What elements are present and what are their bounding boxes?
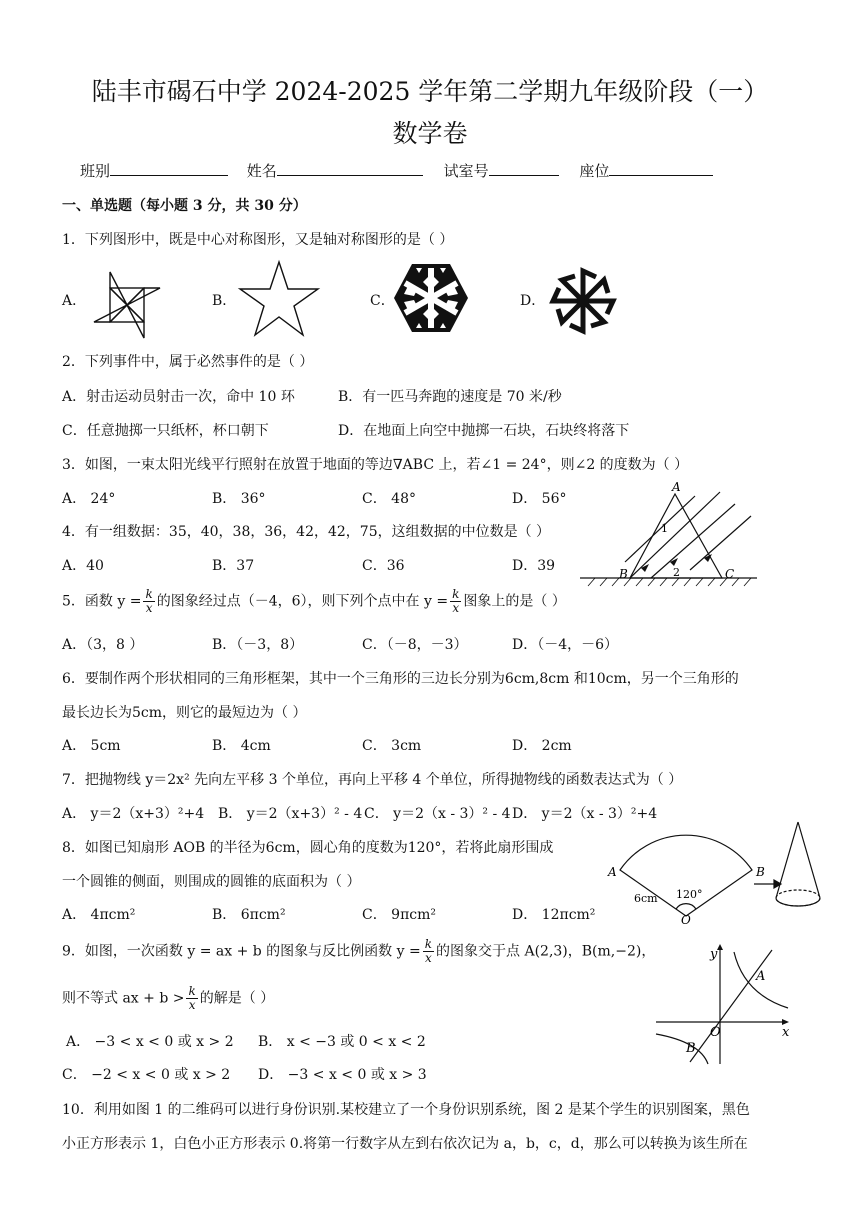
- q1-opt-b: B．: [212, 293, 237, 309]
- q7-opt-c: C． y＝2（x - 3）² - 4: [364, 806, 511, 822]
- q4-opt-b: B．37: [212, 558, 255, 574]
- q10-line1: 10．利用如图 1 的二维码可以进行身份识别.某校建立了一个身份识别系统，图 2 是某个学生的识别图案，黑色: [62, 1102, 750, 1118]
- name-label: 姓名: [246, 162, 277, 180]
- y-axis-label: y: [710, 947, 718, 962]
- sector-cone-figure: [606, 820, 820, 927]
- exam-title: 陆丰市碣石中学 2024-2025 学年第二学期九年级阶段（一）: [91, 77, 769, 106]
- radius-label: 6cm: [634, 892, 658, 905]
- q8-line1: 8．如图已知扇形 AOB 的半径为6cm，圆心角的度数为120°，若将此扇形围成: [62, 840, 554, 856]
- q6-opt-b: B． 4cm: [212, 738, 271, 754]
- q8-line2: 一个圆锥的侧面，则围成的圆锥的底面积为（ ）: [62, 874, 361, 890]
- q1-opt-c: C．: [370, 293, 395, 309]
- q9-part3: 则不等式 ax + b >: [62, 990, 185, 1007]
- q9-opt-d: D． −3 < x < 0 或 x > 3: [258, 1067, 427, 1083]
- q5-stem: [62, 588, 566, 615]
- q2-opt-b: B．有一匹马奔跑的速度是 70 米/秒: [338, 389, 562, 405]
- point-b-label: B: [686, 1041, 696, 1056]
- class-field[interactable]: [110, 161, 228, 176]
- seat-label: 座位: [579, 162, 610, 180]
- exam-subtitle: 数学卷: [392, 119, 468, 148]
- q1-stem: 1．下列图形中，既是中心对称图形，又是轴对称图形的是（ ）: [62, 232, 454, 248]
- angle-1-label: 1: [661, 522, 668, 535]
- star-figure: [238, 260, 320, 338]
- q7-opt-a: A． y＝2（x+3）²+4: [62, 806, 205, 822]
- q5-part1: 5．函数 y =: [62, 593, 142, 610]
- q7-opt-b: B． y＝2（x+3）² - 4: [218, 806, 363, 822]
- q9-opt-c: C． −2 < x < 0 或 x > 2: [62, 1067, 231, 1083]
- k-over-x-fraction: $\frac{k}{x}$: [145, 587, 153, 615]
- room-field[interactable]: [489, 161, 559, 176]
- q8-opt-a: A． 4πcm²: [62, 907, 136, 923]
- q7-opt-d: D． y＝2（x - 3）²+4: [512, 806, 658, 822]
- q8-opt-b: B． 6πcm²: [212, 907, 286, 923]
- q2-opt-d: D．在地面上向空中抛掷一石块，石块终将落下: [338, 423, 630, 439]
- room-label: 试室号: [443, 162, 489, 180]
- q6-opt-d: D． 2cm: [512, 738, 572, 754]
- q9-part2: 的图象交于点 A(2,3)，B(m,−2)，: [436, 943, 656, 960]
- q4-opt-d: D．39: [512, 558, 556, 574]
- q7-stem: 7．把抛物线 y＝2x² 先向左平移 3 个单位，再向上平移 4 个单位，所得抛物线的函数表达式为（ ）: [62, 772, 683, 788]
- q5-part2: 的图象经过点（－4，6），则下列个点中在 y =: [156, 593, 449, 610]
- q6-opt-c: C． 3cm: [362, 738, 422, 754]
- section-heading: 一、单选题（每小题 3 分，共 30 分）: [62, 198, 307, 214]
- q8-opt-d: D． 12πcm²: [512, 907, 596, 923]
- q1-opt-a: A．: [62, 293, 87, 309]
- q6-line2: 最长边长为5cm，则它的最短边为（ ）: [62, 705, 307, 721]
- q6-line1: 6．要制作两个形状相同的三角形框架，其中一个三角形的三边长分别为6cm,8cm 和10cm，另一个三角形的: [62, 671, 739, 687]
- q5-opt-b: B．（－3，8）: [212, 637, 304, 653]
- point-a-label: A: [608, 865, 617, 879]
- origin-label: O: [710, 1025, 721, 1040]
- q9-line2: [62, 985, 274, 1012]
- angle-label: 120°: [676, 888, 703, 901]
- q3-opt-c: C． 48°: [362, 491, 416, 507]
- q9-part1: 9．如图，一次函数 y = ax + b 的图象与反比例函数 y =: [62, 943, 421, 960]
- q8-opt-c: C． 9πcm²: [362, 907, 436, 923]
- q5-opt-d: D．（－4，－6）: [512, 637, 619, 653]
- q3-opt-a: A． 24°: [62, 491, 116, 507]
- q3-opt-d: D． 56°: [512, 491, 567, 507]
- snowflake-figure: [394, 262, 468, 334]
- point-a-label: A: [756, 969, 766, 984]
- q2-stem: 2．下列事件中，属于必然事件的是（ ）: [62, 354, 314, 370]
- vertex-b-label: B: [619, 567, 628, 581]
- vertex-c-label: C: [725, 567, 735, 581]
- q4-opt-c: C．36: [362, 558, 405, 574]
- name-field[interactable]: [277, 161, 423, 176]
- q9-opt-a: A． −3 < x < 0 或 x > 2: [66, 1034, 234, 1050]
- angle-2-label: 2: [673, 566, 680, 579]
- k-over-x-fraction-2: $\frac{k}{x}$: [452, 587, 460, 615]
- function-graph-figure: [654, 944, 794, 1066]
- q4-opt-a: A．40: [62, 558, 104, 574]
- k-over-x-fraction-3: $\frac{k}{x}$: [424, 937, 433, 965]
- q2-opt-a: A．射击运动员射击一次，命中 10 环: [62, 389, 295, 405]
- q10-line2: 小正方形表示 1，白色小正方形表示 0.将第一行数字从左到右依次记为 a，b，c，d，那么可以转换为该生所在: [62, 1136, 748, 1152]
- q1-opt-d: D．: [520, 293, 546, 309]
- point-b-label: B: [756, 865, 765, 879]
- q5-opt-a: A．（3，8 ）: [62, 637, 144, 653]
- pinwheel-figure: [92, 270, 162, 340]
- q9-opt-b: B． x < −3 或 0 < x < 2: [258, 1034, 426, 1050]
- q5-part3: 图象上的是（ ）: [463, 593, 566, 610]
- q2-opt-c: C．任意抛掷一只纸杯，杯口朝下: [62, 423, 269, 439]
- x-axis-label: x: [782, 1025, 790, 1040]
- q9-part4: 的解是（ ）: [199, 990, 275, 1007]
- seat-field[interactable]: [609, 161, 713, 176]
- q5-opt-c: C．（－8，－3）: [362, 637, 468, 653]
- q9-line1: [62, 938, 655, 965]
- k-over-x-fraction-4: $\frac{k}{x}$: [188, 984, 196, 1012]
- class-label: 班别: [80, 162, 111, 180]
- q3-stem: 3．如图，一束太阳光线平行照射在放置于地面的等边∇ABC 上，若∠1 = 24°，则∠2 的度数为（ ）: [62, 457, 689, 473]
- q4-stem: 4．有一组数据：35，40，38，36，42，42，75，这组数据的中位数是（ ）: [62, 524, 551, 540]
- swirl-figure: [546, 265, 620, 337]
- point-o-label: O: [681, 913, 691, 927]
- vertex-a-label: A: [672, 480, 681, 494]
- triangle-sunlight-figure: [575, 482, 760, 590]
- q6-opt-a: A． 5cm: [62, 738, 121, 754]
- q3-opt-b: B． 36°: [212, 491, 266, 507]
- student-info-row: [80, 160, 713, 181]
